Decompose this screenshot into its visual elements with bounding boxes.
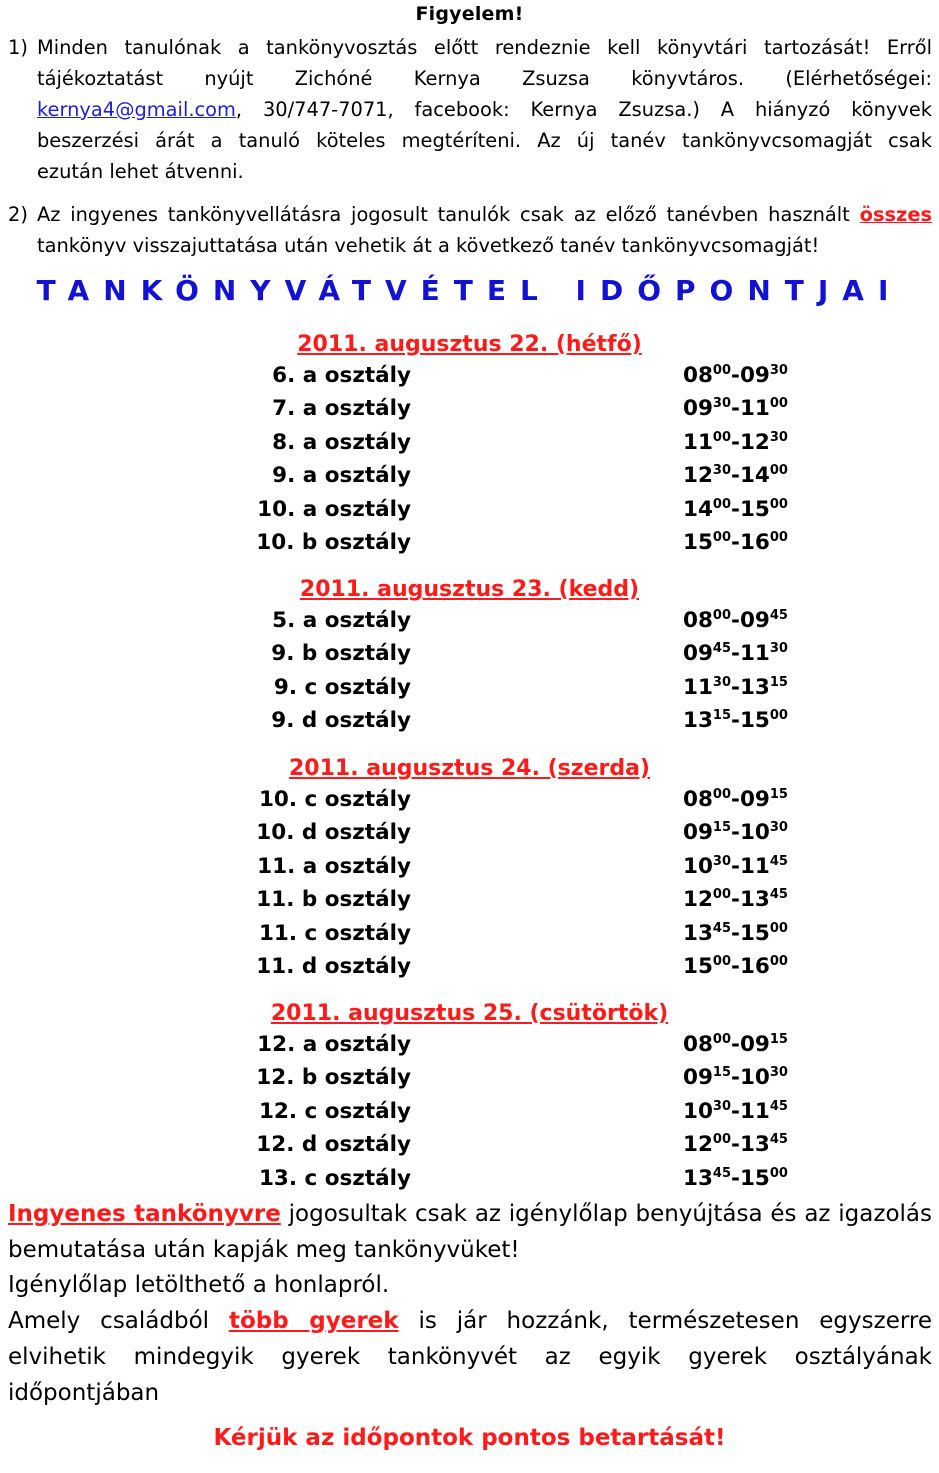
schedule-row xyxy=(0,952,939,985)
time-range: $09^{45}-11^{30}$ xyxy=(683,641,788,667)
time-minutes: 15 xyxy=(769,787,788,802)
schedule-row xyxy=(0,1063,939,1096)
footer-highlight-more-children: több gyerek xyxy=(228,1308,399,1335)
time-hours: 11 xyxy=(683,674,713,700)
schedule-row xyxy=(0,639,939,672)
time-range: $14^{00}-15^{00}$ xyxy=(683,496,788,522)
time-hours: 11 xyxy=(739,396,770,422)
time-hours: 12 xyxy=(683,463,713,489)
time-minutes: 00 xyxy=(712,363,732,378)
time-range: $12^{30}-14^{00}$ xyxy=(683,463,788,489)
time-hours: 10 xyxy=(739,1065,770,1091)
time-minutes: 45 xyxy=(712,920,732,936)
class-name: 9. b osztály xyxy=(271,641,411,667)
footer-notes xyxy=(8,1197,932,1411)
class-name: 13. c osztály xyxy=(258,1165,411,1191)
schedule-row xyxy=(0,1164,939,1197)
footer-p1-rest: jogosultak csak az igénylőlap benyújtása és az igazolás xyxy=(280,1201,932,1227)
time-minutes: 00 xyxy=(712,429,732,445)
closing-note: Kérjük az időpontok pontos betartását! xyxy=(213,1425,726,1451)
time-minutes: 00 xyxy=(712,496,732,512)
time-hours: 16 xyxy=(739,529,770,555)
day-block xyxy=(0,752,939,985)
time-range: $11^{00}-12^{30}$ xyxy=(683,429,788,455)
time-minutes: 15 xyxy=(712,820,732,836)
day-title xyxy=(0,997,939,1030)
day-title-text: 2011. augusztus 22. (hétfő) xyxy=(297,332,642,357)
schedule-row xyxy=(0,1097,939,1130)
class-name: 12. a osztály xyxy=(257,1032,411,1057)
class-name: 9. a osztály xyxy=(272,463,411,489)
time-hours: 15 xyxy=(739,1165,770,1191)
footer-p3-start: Amely családból xyxy=(8,1308,210,1335)
time-minutes: 00 xyxy=(712,529,732,545)
schedule-row xyxy=(0,919,939,952)
time-hours: 08 xyxy=(683,363,713,388)
time-hours: 14 xyxy=(739,463,770,489)
schedule-row xyxy=(0,361,939,394)
class-name: 12. c osztály xyxy=(258,1098,411,1124)
time-hours: 09 xyxy=(739,363,770,388)
time-hours: 15 xyxy=(739,708,770,734)
class-name: 5. a osztály xyxy=(272,608,411,633)
time-range: $09^{15}-10^{30}$ xyxy=(683,820,788,846)
class-name: 11. b osztály xyxy=(256,887,411,913)
time-minutes: 45 xyxy=(769,608,788,623)
time-hours: 11 xyxy=(683,429,713,455)
time-hours: 09 xyxy=(683,396,713,422)
time-range: $09^{30}-11^{00}$ xyxy=(683,396,788,422)
time-minutes: 00 xyxy=(769,529,788,545)
day-title xyxy=(0,328,939,361)
time-minutes: 00 xyxy=(769,920,788,936)
time-hours: 10 xyxy=(739,820,770,846)
notice-item-2-line-1: Az ingyenes tankönyvellátásra jogosult tanulók csak az előző tanévben használt xyxy=(37,203,850,226)
day-title xyxy=(0,752,939,785)
time-minutes: 15 xyxy=(712,708,732,724)
schedule-row xyxy=(0,528,939,561)
day-title xyxy=(0,573,939,606)
class-name: 11. c osztály xyxy=(258,920,411,946)
notice-item-1-line-4: beszerzési árát a tanuló köteles megtéríteni. Az új tanév tankönyvcsomagját csak xyxy=(37,129,932,152)
time-hours: 09 xyxy=(683,641,713,667)
footer-p2: Igénylőlap letölthető a honlapról. xyxy=(8,1272,390,1299)
footer-p3-line-2: elvihetik mindegyik gyerek tankönyvét az egyik gyerek osztályának xyxy=(8,1343,932,1370)
schedule-row xyxy=(0,785,939,818)
notice-title: Figyelem! xyxy=(415,3,524,25)
day-block xyxy=(0,573,939,740)
notice-item-1-line-1: Minden tanulónak a tankönyvosztás előtt rendeznie kell könyvtári tartozását! Erről xyxy=(37,36,932,59)
time-minutes: 45 xyxy=(769,853,788,869)
time-hours: 15 xyxy=(683,529,713,555)
class-name: 10. c osztály xyxy=(258,787,411,812)
time-minutes: 00 xyxy=(712,953,732,969)
class-name: 6. a osztály xyxy=(272,363,411,388)
schedule-row xyxy=(0,495,939,528)
time-hours: 10 xyxy=(683,1098,713,1124)
notice-item-2-line-2: tankönyv visszajuttatása után vehetik át a következő tanév tankönyvcsomagját! xyxy=(37,234,820,257)
time-range: $11^{30}-13^{15}$ xyxy=(683,674,788,700)
time-range: $08^{00}-09^{15}$ xyxy=(683,1032,788,1057)
time-hours: 10 xyxy=(683,853,713,879)
time-hours: 09 xyxy=(739,1032,770,1057)
time-range: $10^{30}-11^{45}$ xyxy=(683,1098,788,1124)
class-name: 9. d osztály xyxy=(271,708,411,734)
day-title-text: 2011. augusztus 24. (szerda) xyxy=(288,756,650,781)
time-minutes: 30 xyxy=(769,820,788,836)
time-hours: 09 xyxy=(739,787,770,812)
time-minutes: 00 xyxy=(712,787,732,802)
notice-item-1-line-2: tájékoztatást nyújt Zichóné Kernya Zsuzsa könyvtáros. (Elérhetőségei: xyxy=(37,67,932,90)
time-hours: 08 xyxy=(683,608,713,633)
footer-p1-line-2: bemutatása után kapják meg tankönyvüket! xyxy=(8,1236,520,1263)
time-minutes: 00 xyxy=(712,1132,732,1148)
time-minutes: 45 xyxy=(712,641,732,657)
day-block xyxy=(0,997,939,1197)
time-minutes: 45 xyxy=(712,1165,732,1181)
time-hours: 12 xyxy=(739,429,770,455)
time-minutes: 30 xyxy=(769,429,788,445)
class-name: 9. c osztály xyxy=(273,674,411,700)
time-minutes: 30 xyxy=(712,463,732,479)
time-hours: 13 xyxy=(739,887,770,913)
time-hours: 13 xyxy=(683,1165,713,1191)
time-hours: 08 xyxy=(683,787,713,812)
time-hours: 11 xyxy=(739,1098,770,1124)
schedule-row xyxy=(0,673,939,706)
time-hours: 15 xyxy=(683,953,713,979)
time-minutes: 30 xyxy=(769,363,788,378)
notice-item-2 xyxy=(8,199,932,261)
time-hours: 15 xyxy=(739,920,770,946)
time-hours: 09 xyxy=(739,608,770,633)
time-hours: 08 xyxy=(683,1032,713,1057)
time-minutes: 00 xyxy=(712,608,732,623)
day-block xyxy=(0,328,939,561)
class-name: 12. d osztály xyxy=(256,1132,411,1158)
time-range: $15^{00}-16^{00}$ xyxy=(683,529,788,555)
time-minutes: 30 xyxy=(712,674,732,690)
time-hours: 12 xyxy=(683,1132,713,1158)
class-name: 11. d osztály xyxy=(256,953,411,979)
time-hours: 11 xyxy=(739,853,770,879)
time-minutes: 45 xyxy=(769,1132,788,1148)
time-minutes: 00 xyxy=(769,708,788,724)
footer-p3-rest: is jár hozzánk, természetesen egyszerre xyxy=(418,1308,932,1335)
schedule-row xyxy=(0,852,939,885)
class-name: 10. a osztály xyxy=(257,496,411,522)
time-range: $13^{45}-15^{00}$ xyxy=(683,920,788,946)
schedule-row xyxy=(0,1030,939,1063)
time-minutes: 00 xyxy=(712,1032,732,1047)
time-range: $13^{15}-15^{00}$ xyxy=(683,708,788,734)
class-name: 10. d osztály xyxy=(256,820,411,846)
time-range: $12^{00}-13^{45}$ xyxy=(683,1132,788,1158)
time-minutes: 00 xyxy=(769,463,788,479)
notice-item-1 xyxy=(8,32,932,187)
time-minutes: 30 xyxy=(769,641,788,657)
schedule-row xyxy=(0,885,939,918)
schedule-row xyxy=(0,706,939,739)
notice-item-1-number: 1) xyxy=(8,36,28,59)
time-hours: 13 xyxy=(683,920,713,946)
schedule-row xyxy=(0,428,939,461)
class-name: 12. b osztály xyxy=(256,1065,411,1091)
time-hours: 09 xyxy=(683,820,713,846)
class-name: 11. a osztály xyxy=(257,853,411,879)
time-hours: 13 xyxy=(683,708,713,734)
time-minutes: 00 xyxy=(769,496,788,512)
time-range: $15^{00}-16^{00}$ xyxy=(683,953,788,979)
schedule-row xyxy=(0,818,939,851)
class-name: 8. a osztály xyxy=(272,429,411,455)
day-title-text: 2011. augusztus 23. (kedd) xyxy=(299,577,640,602)
time-hours: 13 xyxy=(739,1132,770,1158)
time-minutes: 45 xyxy=(769,887,788,903)
email-link[interactable]: kernya4@gmail.com xyxy=(37,98,236,121)
time-range: $09^{15}-10^{30}$ xyxy=(683,1065,788,1091)
schedule-row xyxy=(0,1130,939,1163)
time-range: $08^{00}-09^{15}$ xyxy=(683,787,788,812)
class-name: 10. b osztály xyxy=(256,529,411,555)
time-range: $10^{30}-11^{45}$ xyxy=(683,853,788,879)
time-hours: 16 xyxy=(739,953,770,979)
time-range: $13^{45}-15^{00}$ xyxy=(683,1165,788,1191)
time-minutes: 00 xyxy=(769,953,788,969)
time-hours: 15 xyxy=(739,496,770,522)
notice-item-1-line-5: ezután lehet átvenni. xyxy=(37,160,244,183)
time-minutes: 00 xyxy=(769,396,788,412)
schedule-row xyxy=(0,606,939,639)
time-minutes: 00 xyxy=(712,887,732,903)
footer-highlight-free-books: Ingyenes tankönyvre xyxy=(8,1201,281,1227)
time-hours: 09 xyxy=(683,1065,713,1091)
time-hours: 11 xyxy=(739,641,770,667)
time-minutes: 15 xyxy=(712,1065,732,1081)
day-title-text: 2011. augusztus 25. (csütörtök) xyxy=(270,1001,669,1026)
time-minutes: 30 xyxy=(712,1098,732,1114)
schedule-heading: TANKÖNYVÁTVÉTEL IDŐPONTJAI xyxy=(36,274,903,307)
time-range: $08^{00}-09^{45}$ xyxy=(683,608,788,633)
time-minutes: 00 xyxy=(769,1165,788,1181)
time-range: $12^{00}-13^{45}$ xyxy=(683,887,788,913)
time-range: $08^{00}-09^{30}$ xyxy=(683,363,788,388)
time-minutes: 30 xyxy=(712,396,732,412)
notice-item-2-highlight: összes xyxy=(859,203,933,226)
schedule-row xyxy=(0,394,939,427)
time-minutes: 30 xyxy=(712,853,732,869)
schedule-row xyxy=(0,461,939,494)
time-hours: 13 xyxy=(739,674,770,700)
time-minutes: 15 xyxy=(769,1032,788,1047)
time-hours: 14 xyxy=(683,496,713,522)
time-minutes: 45 xyxy=(769,1098,788,1114)
time-minutes: 30 xyxy=(769,1065,788,1081)
class-name: 7. a osztály xyxy=(272,396,411,422)
footer-p3-line-3: időpontjában xyxy=(8,1379,160,1406)
notice-item-1-line-3: , 30/747-7071, facebook: Kernya Zsuzsa.) A hiányzó könyvek xyxy=(235,98,932,121)
notice-item-2-number: 2) xyxy=(8,203,28,226)
time-minutes: 15 xyxy=(769,674,788,690)
time-hours: 12 xyxy=(683,887,713,913)
